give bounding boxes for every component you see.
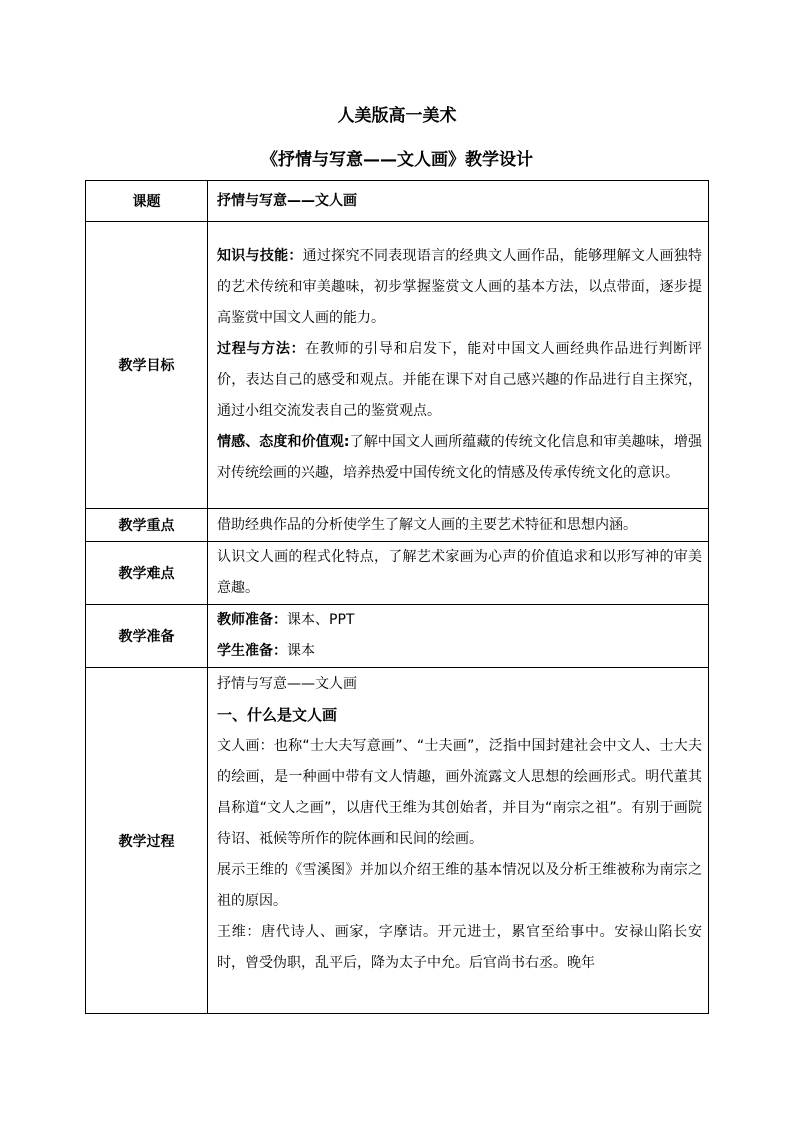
value-goals xyxy=(208,222,709,509)
label-key-point: 教学重点 xyxy=(86,509,208,542)
table-row-process xyxy=(86,668,709,1014)
value-key-point: 借助经典作品的分析使学生了解文人画的主要艺术特征和思想内涵。 xyxy=(208,509,709,542)
table-row-key-point xyxy=(86,509,709,542)
process-paragraph-wangwei: 王维：唐代诗人、画家，字摩诘。开元进士，累官至给事中。安禄山陷长安时，曾受伪职，乱平后，降为太子中允。后官尚书右丞。晚年 xyxy=(217,924,702,971)
process-title: 抒情与写意——文人画 xyxy=(217,676,357,692)
prep-teacher-value: 课本、PPT xyxy=(287,612,355,628)
value-process xyxy=(208,668,709,1014)
goal-emotion-text: 了解中国文人画所蕴藏的传统文化信息和审美趣味，增强对传统绘画的兴趣，培养热爱中国传统文化的情感及传承传统文化的意识。 xyxy=(217,434,702,481)
prep-teacher xyxy=(217,605,702,636)
document-subtitle: 《抒情与写意——文人画》教学设计 xyxy=(261,150,533,170)
label-topic: 课题 xyxy=(86,181,208,222)
prep-student-value: 课本 xyxy=(287,643,315,659)
process-paragraph-show: 展示王维的《雪溪图》并加以介绍王维的基本情况以及分析王维被称为南宗之祖的原因。 xyxy=(217,862,702,909)
document-title: 人美版高一美术 xyxy=(337,106,457,126)
label-preparation: 教学准备 xyxy=(86,605,208,668)
goal-knowledge-text: 通过探究不同表现语言的经典文人画作品，能够理解文人画独特的艺术传统和审美趣味，初步掌握鉴赏文人画的基本方法，以点带面，逐步提高鉴赏中国文人画的能力。 xyxy=(217,248,703,326)
table-row-difficulty xyxy=(86,542,709,605)
table-row-topic xyxy=(86,181,709,222)
prep-teacher-title: 教师准备： xyxy=(217,612,287,628)
prep-student xyxy=(217,636,702,667)
lesson-plan-table xyxy=(85,180,709,1014)
prep-student-title: 学生准备： xyxy=(217,643,287,659)
goal-process-title: 过程与方法： xyxy=(217,341,306,357)
goal-knowledge-title: 知识与技能： xyxy=(217,248,303,264)
process-section-heading: 一、什么是文人画 xyxy=(217,706,338,724)
goal-process-text: 在教师的引导和启发下，能对中国文人画经典作品进行判断评价，表达自己的感受和观点。并能在课下对自己感兴趣的作品进行自主探究，通过小组交流发表自己的鉴赏观点。 xyxy=(217,341,702,419)
label-goals: 教学目标 xyxy=(86,222,208,509)
value-topic: 抒情与写意——文人画 xyxy=(208,181,709,222)
goal-emotion-title: 情感、态度和价值观: xyxy=(217,434,350,450)
goal-process xyxy=(217,334,702,427)
value-preparation xyxy=(208,605,709,668)
table-row-goals xyxy=(86,222,709,509)
goal-emotion xyxy=(217,427,702,489)
label-process: 教学过程 xyxy=(86,668,208,1014)
table-row-preparation xyxy=(86,605,709,668)
label-difficulty: 教学难点 xyxy=(86,542,208,605)
value-difficulty: 认识文人画的程式化特点，了解艺术家画为心声的价值追求和以形写神的审美意趣。 xyxy=(208,542,709,605)
goal-knowledge xyxy=(217,241,702,334)
process-paragraph-definition: 文人画：也称“士大夫写意画”、“士夫画”，泛指中国封建社会中文人、士大夫的绘画，是一种画中带有文人情趣，画外流露文人思想的绘画形式。明代董其昌称道“文人之画”，以唐代王维为其创始者，并目为“南宗之祖”。有别于画院待诏、祗候等所作的院体画和民间的绘画。 xyxy=(217,738,702,847)
